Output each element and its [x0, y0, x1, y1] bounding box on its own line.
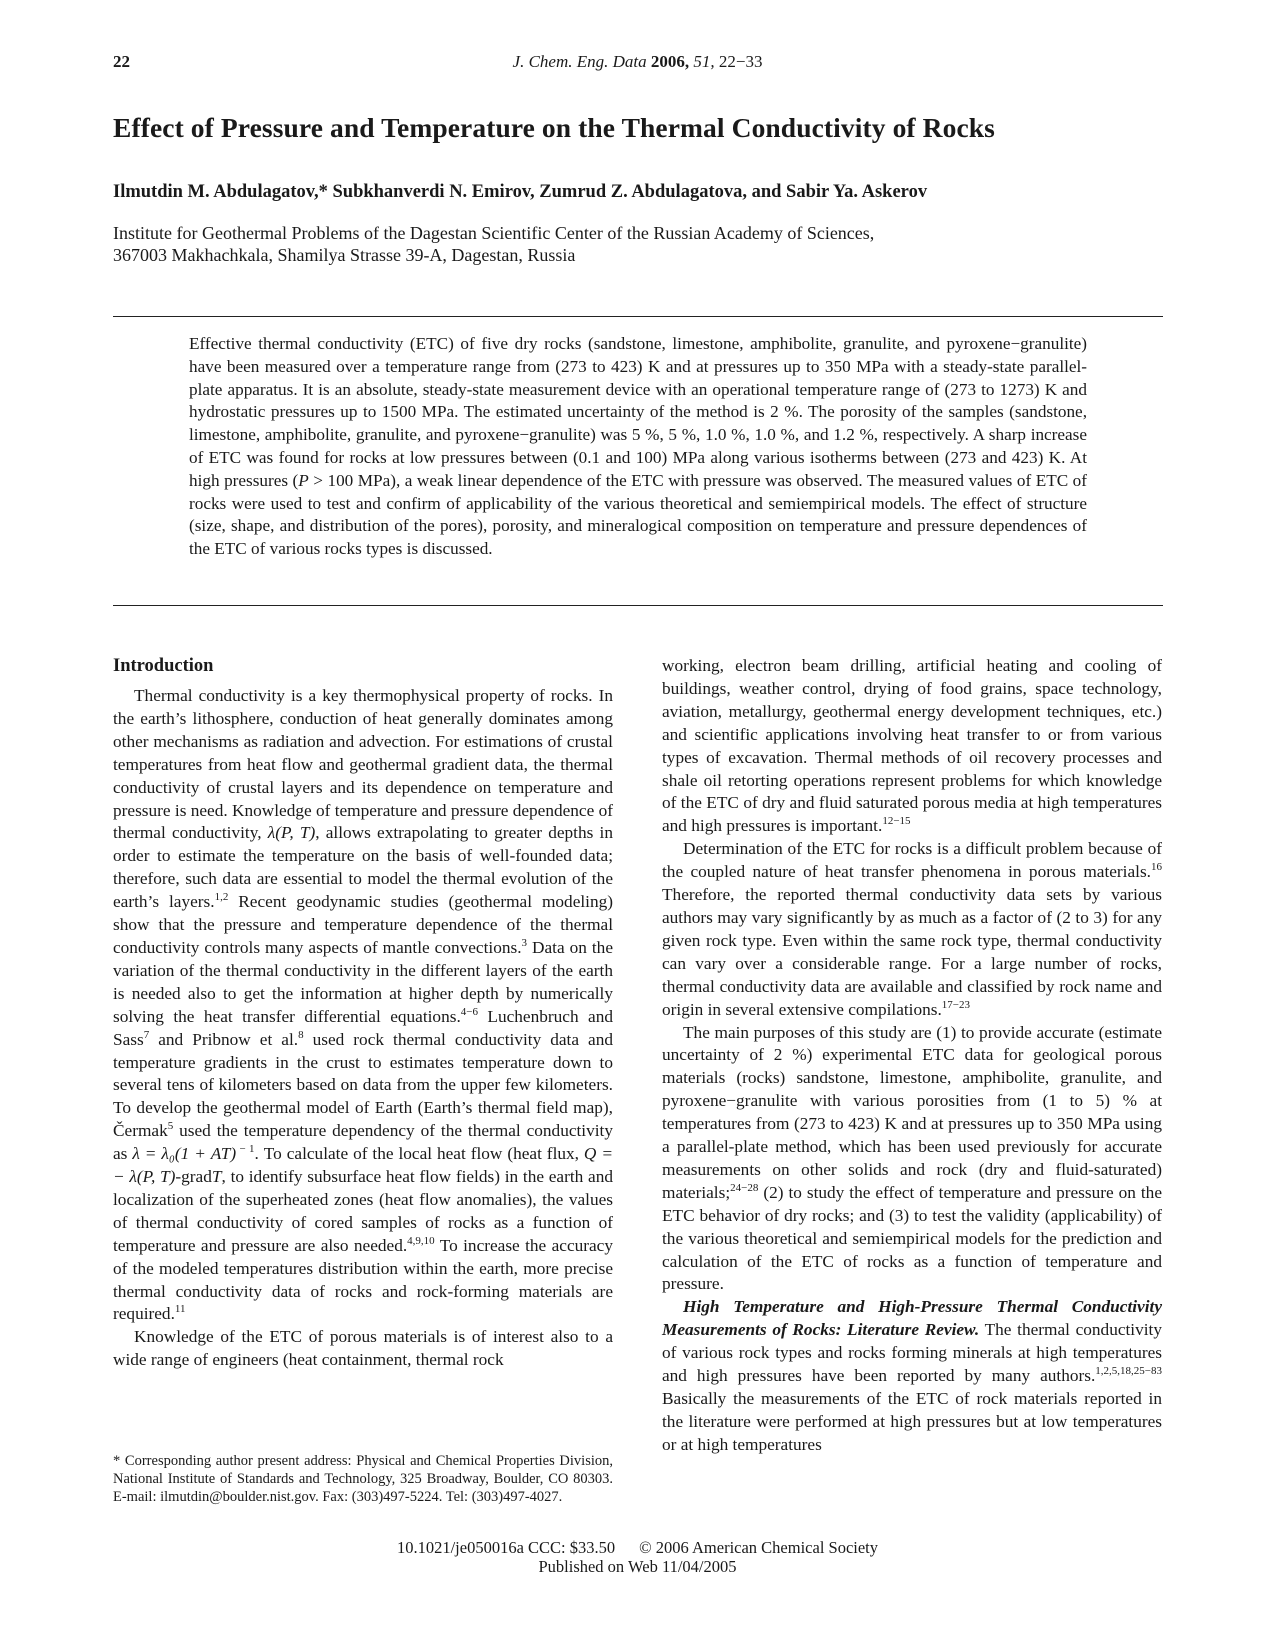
citation: 24−28 — [730, 1182, 759, 1195]
citation: 7 — [143, 1028, 150, 1041]
equation-heat-flux: Q = − λ(P, T) — [113, 1144, 614, 1187]
intro-paragraph-3: Determination of the ETC for rocks is a difficult problem because of the coupled nature of heat transfer phenomena in porous materials.$^{16}$ Therefore, the reported thermal conductivity data sets by various authors may vary significantly by as much as a factor of (2 to 3) for any given rock type. Even within the same rock type, thermal conductivity can vary over a considerable range. For a large number of rocks, thermal conductivity data are available and classified by rock name and origin in several extensive compilations.$^{17-23}$ — [662, 839, 1162, 1019]
citation: 3 — [521, 937, 528, 950]
citation: 8 — [298, 1028, 304, 1041]
abstract-bottom-rule — [113, 605, 1163, 606]
citation: 1,2 — [214, 891, 229, 904]
author-list: Ilmutdin M. Abdulagatov,* Subkhanverdi N. Emirov, Zumrud Z. Abdulagatova, and Sabir Ya. Askerov — [113, 182, 928, 202]
affiliation-line-2: 367003 Makhachkala, Shamilya Strasse 39-A, Dagestan, Russia — [113, 245, 576, 265]
abstract — [189, 333, 1087, 561]
paper-title: Effect of Pressure and Temperature on the Thermal Conductivity of Rocks — [113, 112, 995, 143]
journal-year: 2006, — [650, 52, 690, 71]
running-head — [0, 52, 1275, 72]
citation: 11 — [174, 1303, 186, 1316]
corresponding-author-footnote: * Corresponding author present address: Physical and Chemical Properties Division, National Institute of Standards and Technology, 325 Broadway, Boulder, CO 80303. E-mail: ilmutdin@boulder.nist.gov. Fax: (303)497-5224. Tel: (303)497-4027. — [113, 1453, 613, 1505]
intro-paragraph-2-start: Knowledge of the ETC of porous materials is of interest also to a wide range of engineers (heat containment, thermal rock — [113, 1327, 613, 1370]
intro-paragraph-4: The main purposes of this study are (1) to provide accurate (estimate uncertainty of 2 %) experimental ETC data for geological porous materials (rocks) sandstone, limestone, amphibolite, granulite, and pyroxene−granulite with various porosities from (1 to 5) % at temperatures from (273 to 423) K and at pressures up to 350 MPa using a parallel-plate method, which has been used previously for accurate measurements on other solids and rock (dry and fluid-saturated) materials;$^{24-28}$ (2) to study the effect of temperature and pressure on the ETC behavior of dry rocks; and (3) to test the validity (applicability) of the various theoretical and semiempirical models for the prediction and calculation of the ETC of rocks as a function of temperature and pressure. — [662, 1022, 1162, 1294]
affiliation-line-1: Institute for Geothermal Problems of the Dagestan Scientific Center of the Russian Academy of Sciences, — [113, 223, 875, 243]
journal-name: J. Chem. Eng. Data — [512, 52, 647, 71]
affiliation — [113, 222, 1163, 266]
journal-pages: 22−33 — [718, 52, 763, 71]
doi-ccc: 10.1021/je050016a CCC: $33.50 — [396, 1538, 616, 1557]
equation-lambda: λ = λ₀(1 + AT) — [132, 1144, 237, 1164]
right-column — [662, 655, 1162, 1457]
literature-review-paragraph: High Temperature and High-Pressure Thermal Conductivity Measurements of Rocks: Literature Review. The thermal conductivity of various rock types and rocks forming minerals at high temperatures and high pressures have been reported by many authors.$^{1,2,5,18,25-83}$ Basically the measurements of the ETC of rock materials reported in the literature were performed at high pressures but at low temperatures or at high temperatures — [662, 1297, 1162, 1454]
citation: 1,2,5,18,25−83 — [1095, 1365, 1162, 1378]
equation-exponent: − 1 — [236, 1143, 255, 1156]
abstract-var-p: P — [298, 470, 309, 490]
citation: 4−6 — [460, 1005, 478, 1018]
abstract-top-rule — [113, 316, 1163, 317]
citation: 16 — [1151, 861, 1162, 874]
citation: 12−15 — [882, 815, 911, 828]
run-in-heading: High Temperature and High-Pressure Thermal Conductivity Measurements of Rocks: Literature Review. — [662, 1297, 1162, 1340]
page-number: 22 — [113, 52, 130, 71]
section-heading-introduction: Introduction — [113, 656, 214, 676]
citation: 4,9,10 — [407, 1234, 435, 1247]
left-column — [113, 655, 613, 1372]
page-footer — [0, 1538, 1275, 1576]
abstract-text-b: > 100 MPa), a weak linear dependence of the ETC with pressure was observed. The measured values of ETC of rocks were used to test and confirm of applicability of the various theoretical and semiempirical models. The effect of structure (size, shape, and distribution of the pores), porosity, and mineralogical composition on temperature and pressure dependences of the ETC of various rocks types is discussed. — [189, 470, 1087, 559]
journal-volume: 51, — [693, 52, 715, 71]
citation: 5 — [167, 1120, 174, 1133]
citation: 17−23 — [941, 998, 971, 1011]
lambda-pt: λ(P, T) — [267, 823, 316, 843]
abstract-text-a: Effective thermal conductivity (ETC) of five dry rocks (sandstone, limestone, amphibolite, granulite, and pyroxene−granulite) have been measured over a temperature range from (273 to 423) K and at pressures up to 350 MPa with a steady-state parallel-plate apparatus. It is an absolute, steady-state measurement device with an operational temperature range of (273 to 1273) K and hydrostatic pressures up to 1500 MPa. The estimated uncertainty of the method is 2 %. The porosity of the samples (sandstone, limestone, amphibolite, granulite, and pyroxene−granulite) was 5 %, 5 %, 1.0 %, 1.0 %, and 1.2 %, respectively. A sharp increase of ETC was found for rocks at low pressures between (0.1 and 100) MPa along various isotherms between (273 and 423) K. At high pressures ( — [189, 334, 1087, 490]
intro-paragraph-1: Thermal conductivity is a key thermophysical property of rocks. In the earth’s lithosphere, conduction of heat generally dominates among other mechanisms as radiation and advection. For estimations of crustal temperatures from heat flow and geothermal gradient data, the thermal conductivity of crustal layers and its dependence on temperature and pressure is need. Knowledge of temperature and pressure dependence of thermal conductivity, λ(P, T), allows extrapolating to greater depths in order to estimate the temperature on the basis of well-founded data; therefore, such data are essential to model the thermal evolution of the earth’s layers.$^{1,2}$ Recent geodynamic studies (geothermal modeling) show that the pressure and temperature dependence of the thermal conductivity controls many aspects of mantle convections.$^3$ Data on the variation of the thermal conductivity in the different layers of the earth is needed also to get the information at higher depth by numerically solving the heat transfer differential equations.$^{4-6}$ Luchenbruch and Sass$^7$ and Pribnow et al.$^8$ used rock thermal conductivity data and temperature gradients in the crust to estimates temperature down to several tens of kilometers based on data from the upper few kilometers. To develop the geothermal model of Earth (Earth’s thermal field map), Čermak$^5$ used the temperature dependency of the thermal conductivity as λ = λ₀(1 + AT) $^{- 1}$. To calculate of the local heat flow (heat flux, Q = − λ(P, T)-gradT, to identify subsurface heat flow fields) in the earth and localization of the superheated zones (heat flow anomalies), the values of thermal conductivity of cored samples of rocks as a function of temperature and pressure are also needed.$^{4,9,10}$ To increase the accuracy of the modeled temperatures distribution within the earth, more precise thermal conductivity data of rocks and rock-forming materials are required.$^{11}$ — [113, 686, 614, 1324]
copyright: © 2006 American Chemical Society — [639, 1538, 879, 1557]
published-date: Published on Web 11/04/2005 — [538, 1557, 737, 1576]
intro-paragraph-2-continued: working, electron beam drilling, artificial heating and cooling of buildings, weather control, drying of food grains, space technology, aviation, metallurgy, geothermal energy development techniques, etc.) and scientific applications involving heat transfer to or from various types of excavation. Thermal methods of oil recovery processes and shale oil retorting operations represent problems for which knowledge of the ETC of dry and fluid saturated porous media at high temperatures and high pressures is important.$^{12-15}$ — [662, 656, 1162, 836]
